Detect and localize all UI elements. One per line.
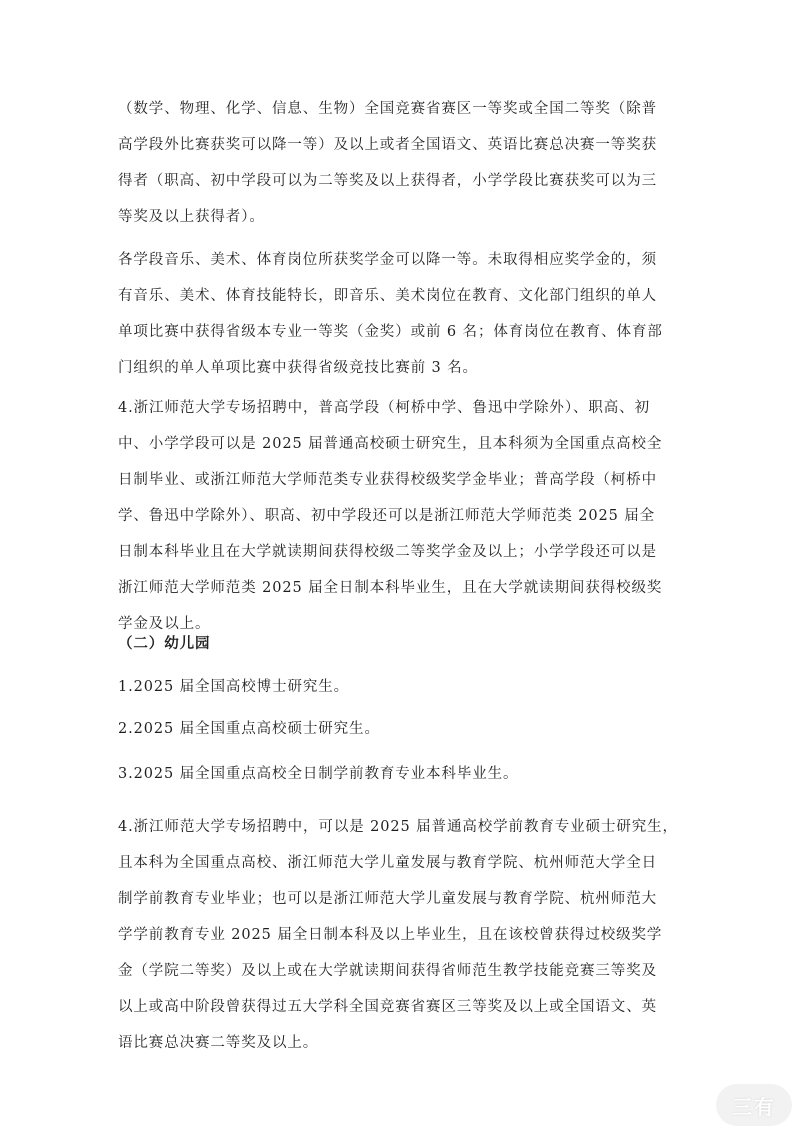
paragraph-line: 高学段外比赛获奖可以降一等）及以上或者全国语文、英语比赛总决赛一等奖获 — [118, 137, 657, 153]
list-item: 3.2025 届全国重点高校全日制学前教育专业本科毕业生。 — [118, 766, 519, 782]
paragraph-line: 制学前教育专业毕业；也可以是浙江师范大学儿童发展与教育学院、杭州师范大 — [118, 891, 657, 907]
paragraph-line: 有音乐、美术、体育技能特长，即音乐、美术岗位在教育、文化部门组织的单人 — [118, 288, 657, 304]
section-heading: （二）幼儿园 — [118, 635, 211, 652]
paragraph-line: 日制本科毕业且在大学就读期间获得校级二等奖学金及以上；小学学段还可以是 — [118, 544, 657, 560]
paragraph-line: 4.浙江师范大学专场招聘中，普高学段（柯桥中学、鲁迅中学除外）、职高、初 — [118, 400, 650, 416]
paragraph-line: 单项比赛中获得省级本专业一等奖（金奖）或前 6 名；体育岗位在教育、体育部 — [118, 324, 663, 340]
paragraph-line: 浙江师范大学师范类 2025 届全日制本科毕业生，且在大学就读期间获得校级奖 — [118, 580, 663, 596]
watermark-text: 三有 — [732, 1094, 776, 1119]
paragraph-line: 4.浙江师范大学专场招聘中，可以是 2025 届普通高校学前教育专业硕士研究生， — [118, 819, 678, 835]
paragraph-line: 金（学院二等奖）及以上或在大学就读期间获得省师范生教学技能竞赛三等奖及 — [118, 963, 657, 979]
paragraph-line: 等奖及以上获得者）。 — [118, 209, 265, 225]
list-item: 2.2025 届全国重点高校硕士研究生。 — [118, 721, 380, 737]
paragraph-line: 各学段音乐、美术、体育岗位所获奖学金可以降一等。未取得相应奖学金的，须 — [118, 252, 657, 268]
paragraph-line: 语比赛总决赛二等奖及以上。 — [118, 1035, 319, 1051]
paragraph-line: （数学、物理、化学、信息、生物）全国竞赛省赛区一等奖或全国二等奖（除普 — [118, 101, 657, 117]
paragraph-line: 得者（职高、初中学段可以为二等奖及以上获得者，小学学段比赛获奖可以为三 — [118, 173, 657, 189]
list-item: 1.2025 届全国高校博士研究生。 — [118, 679, 350, 695]
paragraph-line: 中、小学学段可以是 2025 届普通高校硕士研究生，且本科须为全国重点高校全 — [118, 436, 663, 452]
paragraph-line: 以上或高中阶段曾获得过五大学科全国竞赛省赛区三等奖及以上或全国语文、英 — [118, 999, 657, 1015]
watermark-logo — [716, 1084, 792, 1126]
paragraph-line: 学学前教育专业 2025 届全日制本科及以上毕业生，且在该校曾获得过校级奖学 — [118, 927, 663, 943]
paragraph-line: 且本科为全国重点高校、浙江师范大学儿童发展与教育学院、杭州师范大学全日 — [118, 855, 657, 871]
paragraph-line: 学金及以上。 — [118, 616, 211, 632]
paragraph-line: 日制毕业、或浙江师范大学师范类专业获得校级奖学金毕业；普高学段（柯桥中 — [118, 472, 657, 488]
paragraph-line: 门组织的单人单项比赛中获得省级竞技比赛前 3 名。 — [118, 360, 478, 376]
paragraph-line: 学、鲁迅中学除外）、职高、初中学段还可以是浙江师范大学师范类 2025 届全 — [118, 508, 656, 524]
